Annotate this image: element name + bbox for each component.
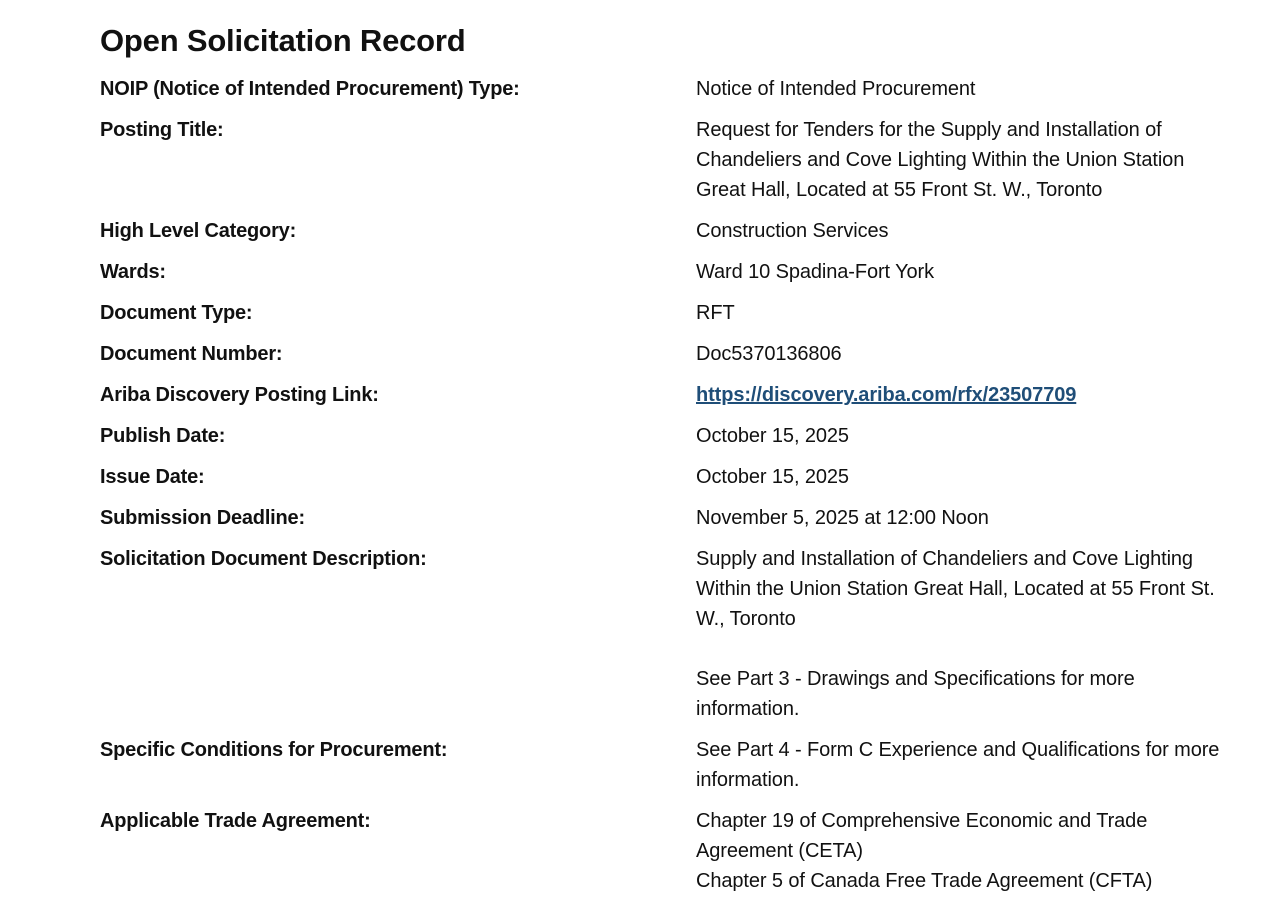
value-line: Agreement (CETA) [696,840,863,862]
value-line: Construction Services [696,220,889,242]
value-line: November 5, 2025 at 12:00 Noon [696,507,989,529]
record-row [100,74,1260,104]
record-row [100,735,1260,795]
field-value [696,216,1260,246]
field-value [696,503,1260,533]
page-title: Open Solicitation Record [100,23,466,58]
field-label: Applicable Trade Agreement: [100,810,371,832]
field-label: Solicitation Document Description: [100,548,427,570]
value-line: October 15, 2025 [696,466,849,488]
field-label: Specific Conditions for Procurement: [100,739,448,761]
solicitation-record [100,18,1260,907]
record-row [100,339,1260,369]
value-line: information. [696,769,800,791]
record-row [100,216,1260,246]
record-row [100,380,1260,410]
field-value [696,115,1260,205]
field-value [696,298,1260,328]
value-line: Request for Tenders for the Supply and Installation of [696,119,1162,141]
value-line: Supply and Installation of Chandeliers and Cove Lighting [696,548,1193,570]
blank-line [696,634,1260,664]
value-line: Doc5370136806 [696,343,842,365]
value-line: RFT [696,302,735,324]
field-value [696,257,1260,287]
record-row [100,462,1260,492]
record-row [100,298,1260,328]
record-row [100,421,1260,451]
field-label: Submission Deadline: [100,507,305,529]
field-value [696,544,1260,724]
field-label: Wards: [100,261,166,283]
ariba-posting-link[interactable]: https://discovery.ariba.com/rfx/23507709 [696,384,1077,406]
value-line: information. [696,698,800,720]
value-line: Ward 10 Spadina-Fort York [696,261,934,283]
field-label: Issue Date: [100,466,205,488]
value-line: See Part 4 - Form C Experience and Qualifications for more [696,739,1220,761]
value-line: W., Toronto [696,608,796,630]
value-line: Chapter 5 of Canada Free Trade Agreement (CFTA) [696,870,1153,892]
record-row [100,115,1260,205]
field-label: Document Type: [100,302,253,324]
field-label: Publish Date: [100,425,226,447]
field-label: Ariba Discovery Posting Link: [100,384,379,406]
record-row [100,503,1260,533]
field-value [696,735,1260,795]
value-line: Chandeliers and Cove Lighting Within the Union Station [696,149,1185,171]
field-label: Document Number: [100,343,283,365]
record-row [100,544,1260,724]
value-line: Notice of Intended Procurement [696,78,976,100]
record-row [100,806,1260,896]
record-row [100,257,1260,287]
field-value [696,74,1260,104]
field-value [696,421,1260,451]
record-fields [100,74,1260,896]
value-line: October 15, 2025 [696,425,849,447]
value-line: Chapter 19 of Comprehensive Economic and Trade [696,810,1148,832]
field-value [696,462,1260,492]
field-label: Posting Title: [100,119,224,141]
field-value [696,380,1260,410]
field-value [696,806,1260,896]
field-label: High Level Category: [100,220,297,242]
field-label: NOIP (Notice of Intended Procurement) Type: [100,78,520,100]
value-line: See Part 3 - Drawings and Specifications for more [696,668,1135,690]
value-line: Within the Union Station Great Hall, Located at 55 Front St. [696,578,1215,600]
field-value [696,339,1260,369]
value-line: Great Hall, Located at 55 Front St. W., Toronto [696,179,1103,201]
